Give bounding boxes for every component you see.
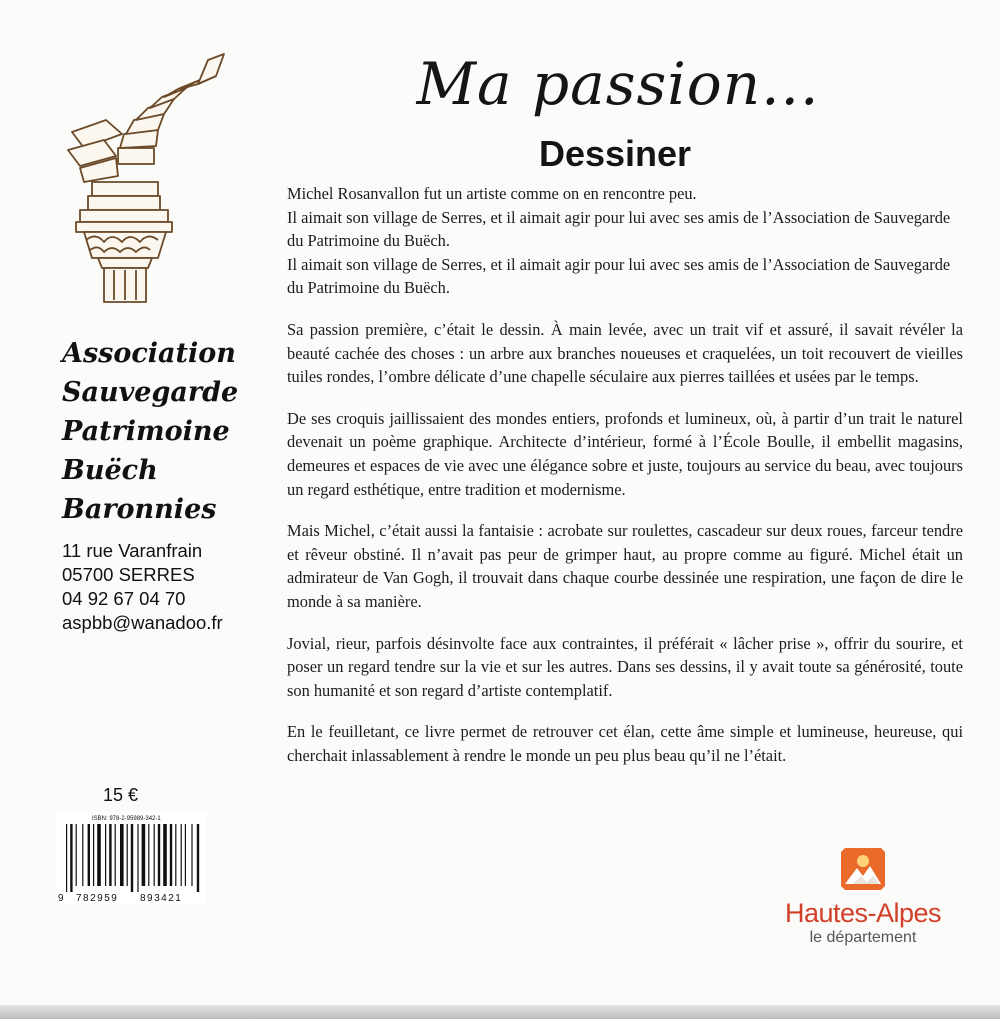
association-name xyxy=(62,334,262,529)
barcode-digits-right: 893421 xyxy=(140,893,183,904)
barcode-bar xyxy=(109,824,111,886)
barcode-bar xyxy=(131,824,133,892)
barcode-bar xyxy=(197,824,199,892)
phone-number: 04 92 67 04 70 xyxy=(62,588,186,609)
intro-paragraph xyxy=(287,182,963,300)
price-label: 15 € xyxy=(103,785,139,805)
paragraph: Jovial, rieur, parfois désinvolte face aux contraintes, il préférait « lâcher prise », offrir du sourire, et poser un regard tendre sur la vie et sur les autres. Dans ses dessins, il y avait toute sa générosité, toute son humanité et son regard d’artiste contemplatif. xyxy=(287,633,963,700)
body-text xyxy=(287,182,963,785)
intro-line: Michel Rosanvallon fut un artiste comme on en rencontre peu. xyxy=(287,184,697,203)
barcode-bar xyxy=(88,824,90,886)
barcode-bar xyxy=(142,824,146,886)
department-name: Hautes-Alpes xyxy=(784,898,942,928)
association-logo xyxy=(58,44,228,324)
isbn-barcode xyxy=(56,812,206,904)
intro-line: Il aimait son village de Serres, et il aimait agir pour lui avec ses amis de l’Association de Sauvegarde du Patrimoine du Buëch. xyxy=(287,254,951,298)
barcode-bar xyxy=(76,824,77,886)
barcode-bar xyxy=(154,824,155,886)
paragraph: Sa passion première, c’était le dessin. À main levée, avec un trait vif et assuré, il savait révéler la beauté cachée des choses : un arbre aux branches noueuses et craquelées, un toit recouvert de vieilles tuiles rondes, l’ombre délicate d’une chapelle séculaire aux pierres taillées et usées par le temps. xyxy=(287,319,963,387)
mountain-sun-icon xyxy=(839,846,887,892)
association-name-line: Patrimoine xyxy=(62,416,230,447)
isbn-label: ISBN: 978-2-95989-342-1 xyxy=(92,816,161,822)
barcode-bar xyxy=(66,824,67,892)
association-block xyxy=(62,334,262,635)
barcode-digit-first: 9 xyxy=(58,893,64,904)
barcode-bar xyxy=(185,824,186,886)
paragraph: De ses croquis jaillissaient des mondes entiers, profonds et lumineux, où, à partir d’un trait le naturel devenait un poème graphique. Architecte d’intérieur, formé à l’École Boulle, il embellit magasins, demeures et espaces de vie avec une élégance sobre et juste, toujours au service du beau, avec toujours un regard esthétique, entre tradition et modernisme. xyxy=(287,408,963,499)
barcode-bar xyxy=(127,824,128,886)
barcode-bar xyxy=(163,824,167,886)
address-city: 05700 SERRES xyxy=(62,564,195,585)
barcode-bar xyxy=(70,824,72,892)
barcode-bar xyxy=(181,824,182,886)
page-subtitle: Dessiner xyxy=(538,133,692,174)
barcode-bar xyxy=(97,824,101,886)
association-name-line: Baronnies xyxy=(62,494,217,525)
barcode-bar xyxy=(120,824,124,886)
barcode-bar xyxy=(191,824,192,886)
department-subtitle: le département xyxy=(809,929,917,946)
department-logo xyxy=(758,846,968,948)
contact-info xyxy=(62,539,262,635)
address-street: 11 rue Varanfrain xyxy=(62,540,203,561)
barcode-bar xyxy=(93,824,94,886)
association-name-line: Sauvegarde xyxy=(62,377,239,408)
paragraph: Mais Michel, c’était aussi la fantaisie : acrobate sur roulettes, cascadeur sur deux roues, farceur tendre et rêveur obstiné. Il n’avait pas peur de grimper haut, au propre comme au figuré. Michel était un admirateur de Van Gogh, il trouvait dans chaque courbe dessinée une respiration, une façon de dire le monde à sa manière. xyxy=(287,521,963,611)
barcode-bar xyxy=(170,824,172,886)
association-name-line: Association xyxy=(62,338,236,369)
intro-line: Il aimait son village de Serres, et il aimait agir pour lui avec ses amis de l’Association de Sauvegarde du Patrimoine du Buëch. xyxy=(287,207,951,251)
barcode-bar xyxy=(158,824,160,886)
barcode-bar xyxy=(148,824,149,886)
page-bottom-edge xyxy=(0,1005,1000,1019)
barcode-digits-left: 782959 xyxy=(76,893,119,904)
association-name-line: Buëch xyxy=(62,455,158,486)
barcode-bar xyxy=(115,824,116,886)
barcode-bar xyxy=(137,824,138,892)
barcode-bar xyxy=(105,824,106,886)
email-address: aspbb@wanadoo.fr xyxy=(62,612,223,633)
barcode-bar xyxy=(175,824,176,886)
paragraph: En le feuilletant, ce livre permet de retrouver cet élan, cette âme simple et lumineuse, heureuse, qui cherchait inlassablement à rendre le monde un peu plus beau qu’il ne l’était. xyxy=(287,722,963,765)
barcode-bar xyxy=(82,824,83,886)
page-title: Ma passion... xyxy=(416,50,820,118)
